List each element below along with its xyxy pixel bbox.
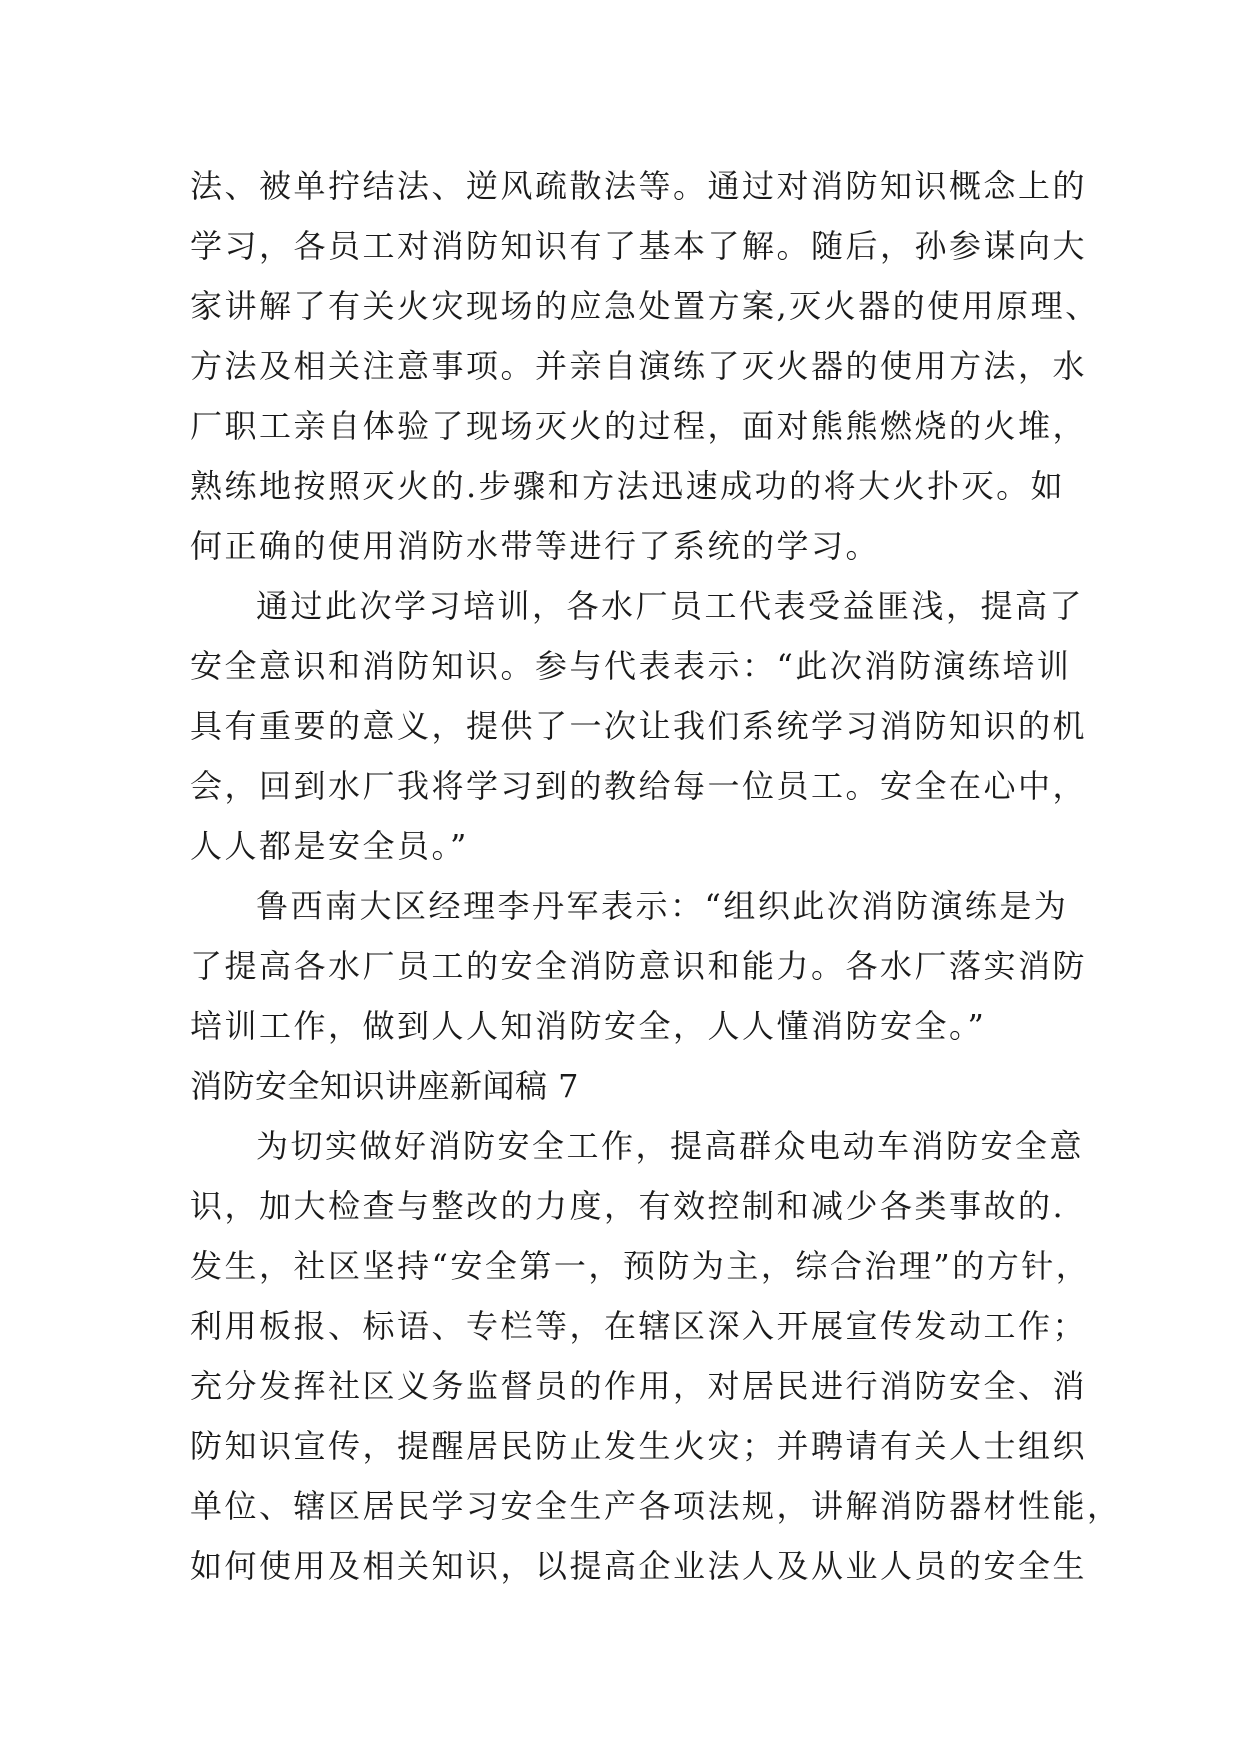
text-line: 单位、辖区居民学习安全生产各项法规，讲解消防器材性能， xyxy=(190,1487,1122,1525)
text-line: 具有重要的意义，提供了一次让我们系统学习消防知识的机 xyxy=(190,707,1088,745)
text-line: 法、被单拧结法、逆风疏散法等。通过对消防知识概念上的 xyxy=(190,167,1088,205)
text-line: 人人都是安全员。” xyxy=(190,827,469,865)
paragraph-first-line: 通过此次学习培训，各水厂员工代表受益匪浅，提高了 xyxy=(256,587,1085,625)
text-line: 发生，社区坚持“安全第一，预防为主，综合治理”的方针， xyxy=(190,1247,1091,1285)
text-line: 会，回到水厂我将学习到的教给每一位员工。安全在心中， xyxy=(190,767,1088,805)
text-line: 方法及相关注意事项。并亲自演练了灭火器的使用方法，水 xyxy=(190,347,1088,385)
text-line: 了提高各水厂员工的安全消防意识和能力。各水厂落实消防 xyxy=(190,947,1088,985)
text-line: 充分发挥社区义务监督员的作用，对居民进行消防安全、消 xyxy=(190,1367,1088,1405)
text-line: 培训工作，做到人人知消防安全，人人懂消防安全。” xyxy=(190,1007,987,1045)
paragraph-first-line: 鲁西南大区经理李丹军表示：“组织此次消防演练是为 xyxy=(256,887,1069,925)
text-line: 利用板报、标语、专栏等，在辖区深入开展宣传发动工作； xyxy=(190,1307,1088,1345)
text-line: 何正确的使用消防水带等进行了系统的学习。 xyxy=(190,527,881,565)
text-line: 学习，各员工对消防知识有了基本了解。随后，孙参谋向大 xyxy=(190,227,1088,265)
text-line: 家讲解了有关火灾现场的应急处置方案,灭火器的使用原理、 xyxy=(190,287,1100,325)
text-line: 如何使用及相关知识，以提高企业法人及从业人员的安全生 xyxy=(190,1547,1088,1585)
article-body xyxy=(190,156,1122,1596)
text-line: 熟练地按照灭火的.步骤和方法迅速成功的将大火扑灭。如 xyxy=(190,467,1066,505)
text-line: 防知识宣传，提醒居民防止发生火灾；并聘请有关人士组织 xyxy=(190,1427,1088,1465)
paragraph-first-line: 为切实做好消防安全工作，提高群众电动车消防安全意 xyxy=(256,1127,1085,1165)
text-line: 安全意识和消防知识。参与代表表示：“此次消防演练培训 xyxy=(190,647,1072,685)
text-line: 厂职工亲自体验了现场灭火的过程，面对熊熊燃烧的火堆， xyxy=(190,407,1088,445)
text-line: 识，加大检查与整改的力度，有效控制和减少各类事故的. xyxy=(190,1187,1066,1225)
section-heading: 消防安全知识讲座新闻稿 7 xyxy=(190,1067,580,1105)
